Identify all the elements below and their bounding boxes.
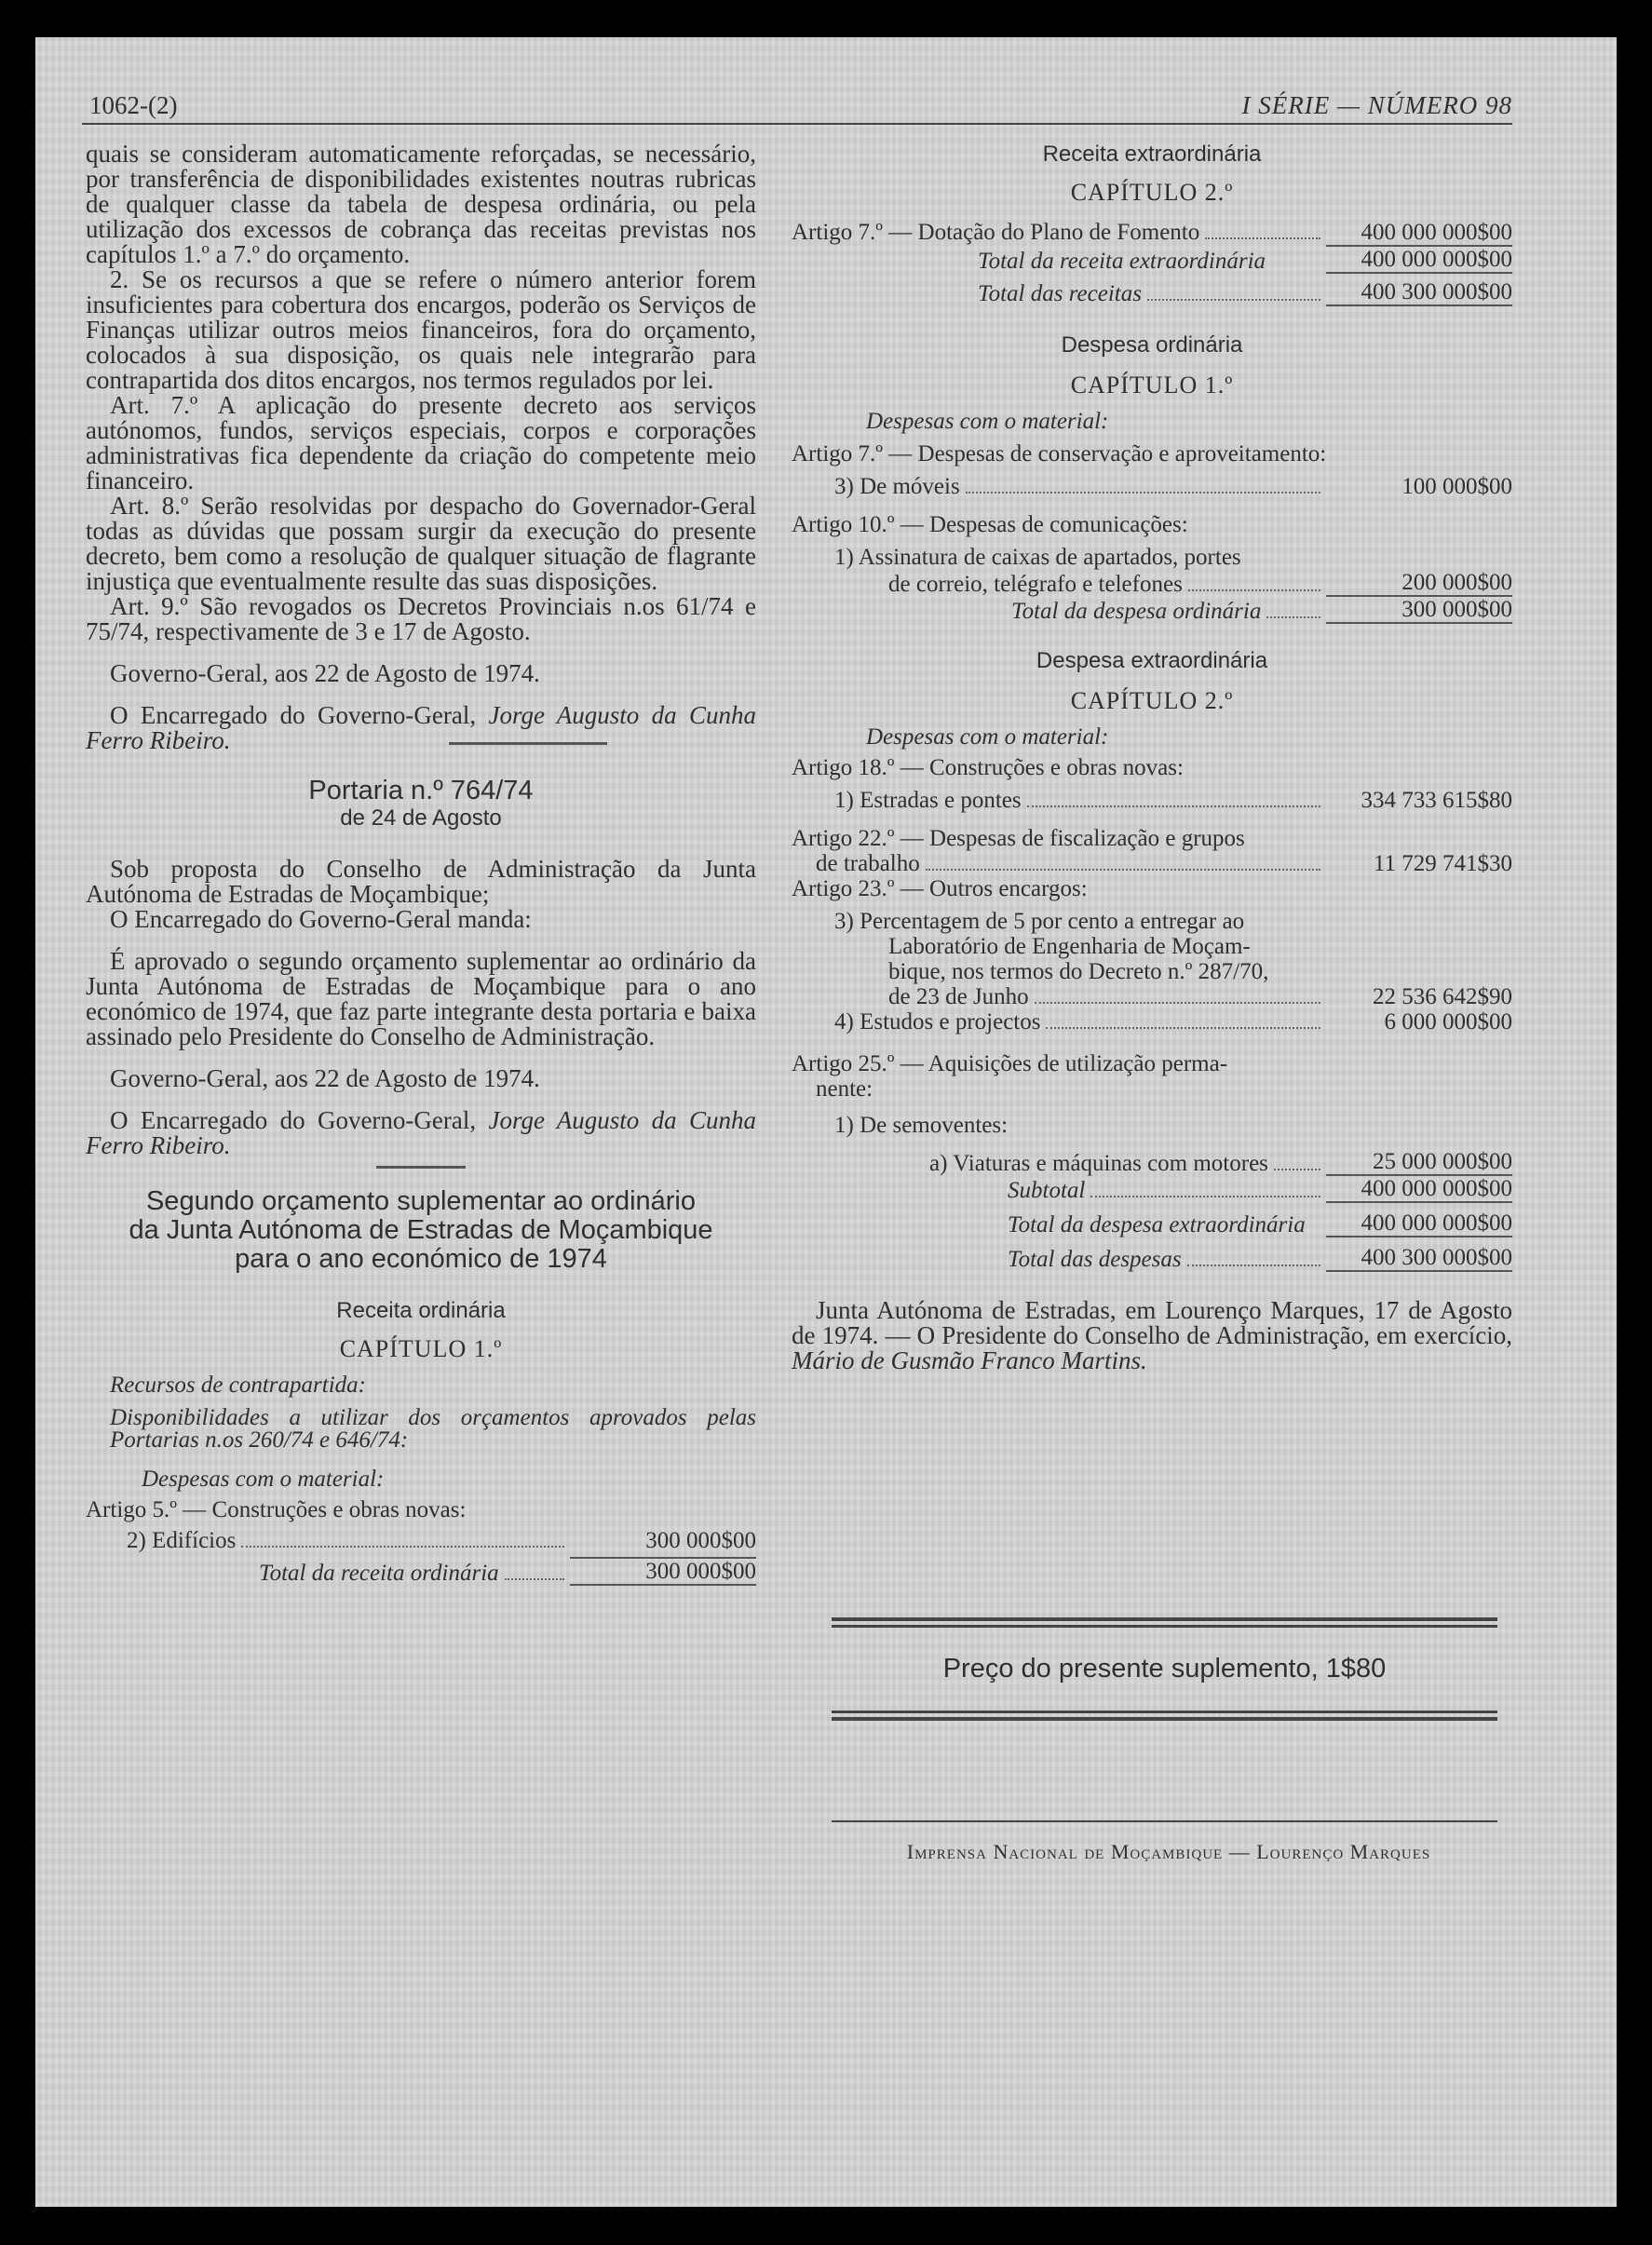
row-label: Laboratório de Engenharia de Moçam- [888,934,1251,959]
budget-row [86,1528,756,1553]
price-box [832,1617,1497,1721]
series-number: I SÉRIE — NÚMERO 98 [1241,91,1512,119]
leader-dots [1147,299,1320,301]
ornament-divider [449,742,607,745]
closing-paragraph [792,1298,1512,1373]
row-amount: 400 000 000$00 [1361,220,1512,245]
chapter-heading: CAPÍTULO 1.º [1070,372,1234,399]
section-heading: Despesa extraordinária [1036,648,1268,673]
thick-rule [832,1625,1497,1628]
leader-dots [1090,1196,1320,1197]
paragraph: É aprovado o segundo orçamento suplementar ao ordinário da Junta Autónoma de Estradas de Moçambique para o ano económico de 1974, que faz parte integrante desta portaria e baixa assinado pelo Presidente do Conselho de Administração. [86,947,756,1050]
budget-title [86,1187,756,1274]
section-heading: Receita ordinária [336,1298,506,1323]
paragraph: Art. 8.º Serão resolvidas por despacho do Governador-Geral todas as dúvidas que possam surgir da execução do presente decreto, bem como a resolução de qualquer situação de flagrante injustiça que eventualmente resulte das suas disposições. [86,492,756,595]
row-label: Total da receita extraordinária [978,249,1266,274]
leader-dots [966,492,1320,494]
budget-row [792,1149,1512,1176]
leader-dots [505,1578,564,1580]
row-label: de 23 de Junho [888,984,1029,1009]
budget-total-row [792,1210,1512,1237]
row-label: 1) Assinatura de caixas de apartados, portes [834,545,1241,570]
thick-rule [832,1617,1497,1621]
row-amount: 22 536 642$90 [1373,984,1512,1009]
row-amount: 300 000$00 [645,1528,756,1553]
budget-total-row [792,1176,1512,1203]
row-amount: 300 000$00 [570,1557,756,1586]
row-amount: 25 000 000$00 [1326,1149,1512,1176]
section-heading: Despesa ordinária [1061,332,1243,358]
closing-text: Junta Autónoma de Estradas, em Lourenço Marques, 17 de Agosto de 1974. — O Presidente do Conselho de Administração, em exercício, [792,1296,1512,1349]
subheading: Despesas com o material: [866,724,1109,750]
row-amount: 300 000$00 [1326,597,1512,624]
signature-prefix: O Encarregado do Governo-Geral, [110,701,477,729]
row-label: a) Viaturas e máquinas com motores [929,1151,1268,1176]
budget-title-line: para o ano económico de 1974 [235,1244,607,1274]
price-text: Preço do presente suplemento, 1$80 [942,1654,1387,1684]
row-amount: 400 000 000$00 [1326,245,1512,274]
subheading: Despesas com o material: [866,409,1109,434]
budget-total-row [792,279,1512,306]
row-label: 1) Estradas e pontes [834,788,1022,813]
budget-row [792,788,1512,813]
right-column [792,142,1512,1373]
leader-dots [1027,805,1320,807]
row-label: Total da despesa extraordinária [1008,1212,1306,1237]
signature [86,1108,756,1158]
row-label: 2) Edifícios [127,1528,237,1553]
divider [376,1166,466,1169]
closing-signature: Mário de Gusmão Franco Martins. [792,1346,1147,1374]
leader-dots [1274,1169,1320,1170]
section-heading: Receita extraordinária [1042,142,1262,167]
artigo-line: nente: [816,1076,873,1102]
chapter-heading: CAPÍTULO 1.º [339,1335,503,1362]
date-line: Governo-Geral, aos 22 de Agosto de 1974. [110,1064,540,1092]
footer-rule [832,1820,1497,1822]
leader-dots [926,869,1320,871]
signature-name: Jorge Augusto da Cunha Ferro Ribeiro. [86,701,756,754]
paragraph: O Encarregado do Governo-Geral manda: [110,905,532,933]
row-label: Total das receitas [978,281,1142,306]
row-amount: 11 729 741$30 [1373,851,1512,876]
date-line: Governo-Geral, aos 22 de Agosto de 1974. [110,659,540,687]
paragraph: Art. 7.º A aplicação do presente decreto aos serviços autónomos, fundos, serviços especiais, corpos e corporações administrativas fica dependente da criação do competente meio financeiro. [86,391,756,494]
thick-rule [832,1711,1497,1713]
row-label: Total das despesas [1008,1247,1182,1272]
subheading: Disponibilidades a utilizar dos orçamentos aprovados pelas Portarias n.os 260/74 e 646/74: [110,1405,756,1453]
row-label: 3) Percentagem de 5 por cento a entregar ao [834,909,1245,934]
budget-row [792,1009,1512,1035]
row-label: 3) De móveis [834,474,960,499]
budget-row [792,220,1512,245]
artigo-line: Artigo 10.º — Despesas de comunicações: [792,512,1188,537]
leader-dots [241,1546,564,1548]
budget-total-row [86,1557,756,1586]
artigo-line: Artigo 25.º — Aquisições de utilização perma- [792,1051,1228,1076]
page-number: 1062-(2) [89,91,178,119]
paragraph: 2. Se os recursos a que se refere o número anterior forem insuficientes para cobertura dos encargos, poderão os Serviços de Finanças utilizar outros meios financeiros, fora do orçamento, colocados à sua disposição, os quais nele integrarão para contrapartida dos ditos encargos, nos termos regulados por lei. [86,265,756,394]
budget-total-row [792,245,1512,274]
artigo-line: Artigo 7.º — Despesas de conservação e aproveitamento: [792,441,1327,467]
leader-dots [1187,1265,1320,1266]
row-amount: 400 300 000$00 [1326,1245,1512,1272]
row-amount: 6 000 000$00 [1384,1009,1512,1035]
row-label: Total da receita ordinária [259,1561,499,1586]
leader-dots [1205,237,1320,239]
row-label: de correio, telégrafo e telefones [888,572,1183,597]
chapter-heading: CAPÍTULO 2.º [1070,687,1234,714]
thick-rule [832,1717,1497,1721]
row-label: Total da despesa ordinária [1011,599,1262,624]
signature-prefix: O Encarregado do Governo-Geral, [110,1106,477,1134]
row-amount: 400 000 000$00 [1326,1176,1512,1203]
row-amount: 400 000 000$00 [1326,1210,1512,1237]
row-label: bique, nos termos do Decreto n.º 287/70, [888,959,1269,984]
subheading: Despesas com o material: [142,1467,385,1492]
budget-row [792,570,1512,597]
row-amount: 200 000$00 [1326,570,1512,597]
paragraph: Art. 9.º São revogados os Decretos Provinciais n.os 61/74 e 75/74, respectivamente de 3 e 17 de Agosto. [86,592,756,645]
artigo-line: Artigo 23.º — Outros encargos: [792,876,1088,901]
artigo-line: Artigo 18.º — Construções e obras novas: [792,755,1184,780]
document-page [35,37,1617,2207]
budget-row [792,474,1512,499]
row-label: Subtotal [1008,1178,1086,1203]
row-label: Artigo 7.º — Dotação do Plano de Fomento [792,220,1200,245]
budget-title-line: Segundo orçamento suplementar ao ordinário [145,1186,697,1216]
budget-title-line: da Junta Autónoma de Estradas de Moçambique [129,1215,713,1245]
budget-total-row [792,1245,1512,1272]
row-amount: 334 733 615$80 [1361,788,1512,813]
row-amount: 400 300 000$00 [1326,279,1512,306]
leader-dots [1035,1002,1320,1004]
budget-row [792,984,1512,1009]
budget-row [792,851,1512,876]
leader-dots [1046,1027,1320,1029]
paragraph: Sob proposta do Conselho de Administração da Junta Autónoma de Estradas de Moçambique; [86,855,756,908]
paragraph: quais se consideram automaticamente reforçadas, se necessário, por transferência de disponibilidades existentes noutras rubricas de qualquer classe da tabela de despesa ordinária, ou pela utilização dos excessos de cobrança das receitas previstas nos capítulos 1.º a 7.º do orçamento. [86,140,756,268]
page-header [82,91,1512,125]
row-label: 4) Estudos e projectos [834,1009,1041,1035]
signature-name: Jorge Augusto da Cunha Ferro Ribeiro. [86,1106,756,1159]
row-label: 1) De semoventes: [834,1113,1009,1138]
artigo-line: Artigo 5.º — Construções e obras novas: [86,1497,467,1522]
portaria-title: Portaria n.º 764/74 [308,776,534,805]
row-label: de trabalho [816,851,920,876]
artigo-line: Artigo 22.º — Despesas de fiscalização e grupos [792,826,1245,851]
leader-dots [1266,616,1320,618]
signature [86,703,756,753]
budget-total-row [792,597,1512,624]
row-amount: 100 000$00 [1401,474,1512,499]
publisher-line: Imprensa Nacional de Moçambique — Lourenço Marques [906,1840,1431,1863]
left-column [86,142,756,1586]
chapter-heading: CAPÍTULO 2.º [1070,179,1234,206]
subheading: Recursos de contrapartida: [110,1373,366,1398]
portaria-date: de 24 de Agosto [340,805,502,831]
leader-dots [1188,589,1320,591]
